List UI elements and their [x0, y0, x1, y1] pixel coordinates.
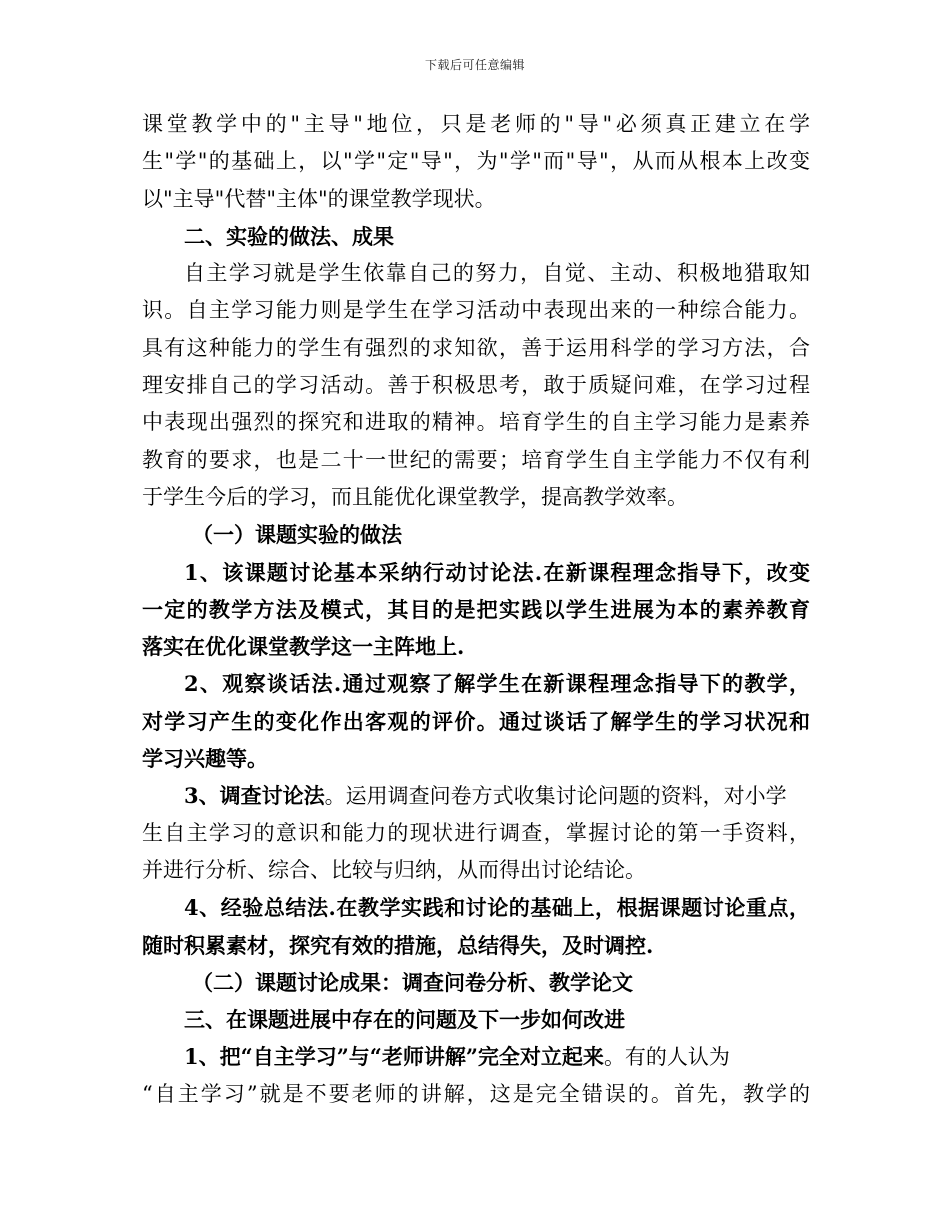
problem-title: 1、把“自主学习”与“老师讲解”完全对立起来: [184, 1044, 604, 1070]
paragraph-line: [142, 777, 810, 814]
paragraph-line: 1、该课题讨论基本采纳行动讨论法.在新课程理念指导下，改变: [184, 559, 810, 585]
method-title: 3、调查讨论法: [184, 783, 325, 809]
section-heading: 二、实验的做法、成果: [184, 223, 394, 249]
paragraph-line: 学习兴趣等。: [142, 746, 268, 772]
paragraph-line: “自主学习”就是不要老师的讲解，这是完全错误的。首先，教学的: [142, 1081, 810, 1106]
document-body: [142, 106, 810, 1113]
paragraph-line: 理安排自己的学习活动。善于积极思考，敢于质疑问难，在学习过程: [142, 373, 810, 398]
paragraph-line: 教育的要求，也是二十一世纪的需要；培育学生自主学能力不仅有利: [142, 447, 810, 472]
paragraph-line: 具有这种能力的学生有强烈的求知欲，善于运用科学的学习方法，合: [142, 335, 810, 360]
paragraph-line: 落实在优化课堂教学这一主阵地上.: [142, 634, 465, 660]
paragraph-line: 生"学"的基础上，以"学"定"导"，为"学"而"导"，从而从根本上改变: [142, 149, 810, 174]
paragraph-line: 4、经验总结法.在教学实践和讨论的基础上，根据课题讨论重点，: [184, 895, 810, 921]
paragraph-line: 2、观察谈话法.通过观察了解学生在新课程理念指导下的教学，: [184, 671, 810, 697]
section-heading: 三、在课题进展中存在的问题及下一步如何改进: [184, 1007, 625, 1033]
paragraph-line: 对学习产生的变化作出客观的评价。通过谈话了解学生的学习状况和: [142, 708, 810, 734]
problem-text: 。有的人认为: [603, 1045, 730, 1070]
paragraph-line: 中表现出强烈的探究和进取的精神。培育学生的自主学习能力是素养: [142, 410, 810, 435]
paragraph-line: 于学生今后的学习，而且能优化课堂教学，提高教学效率。: [142, 484, 688, 509]
subsection-heading: （二）课题讨论成果：调查问卷分析、教学论文: [192, 969, 633, 995]
paragraph-line: [142, 1038, 810, 1075]
paragraph-line: 以"主导"代替"主体"的课堂教学现状。: [142, 186, 496, 211]
paragraph-line: 识。自主学习能力则是学生在学习活动中表现出来的一种综合能力。: [142, 298, 810, 323]
paragraph-line: 课堂教学中的"主导"地位，只是老师的"导"必须真正建立在学: [142, 112, 810, 136]
paragraph-line: 生自主学习的意识和能力的现状进行调查，掌握讨论的第一手资料，: [142, 820, 810, 845]
paragraph-line: 随时积累素材，探究有效的措施，总结得失，及时调控.: [142, 932, 654, 958]
subsection-heading: （一）课题实验的做法: [192, 522, 402, 548]
method-text: 。运用调查问卷方式收集讨论问题的资料，对小学: [324, 784, 787, 809]
page-header: 下载后可任意编辑: [424, 58, 525, 72]
paragraph-line: 一定的教学方法及模式，其目的是把实践以学生进展为本的素养教育: [142, 596, 810, 622]
paragraph-line: 自主学习就是学生依靠自己的努力，自觉、主动、积极地猎取知: [184, 261, 810, 286]
paragraph-line: 并进行分析、综合、比较与归纳，从而得出讨论结论。: [142, 857, 646, 882]
